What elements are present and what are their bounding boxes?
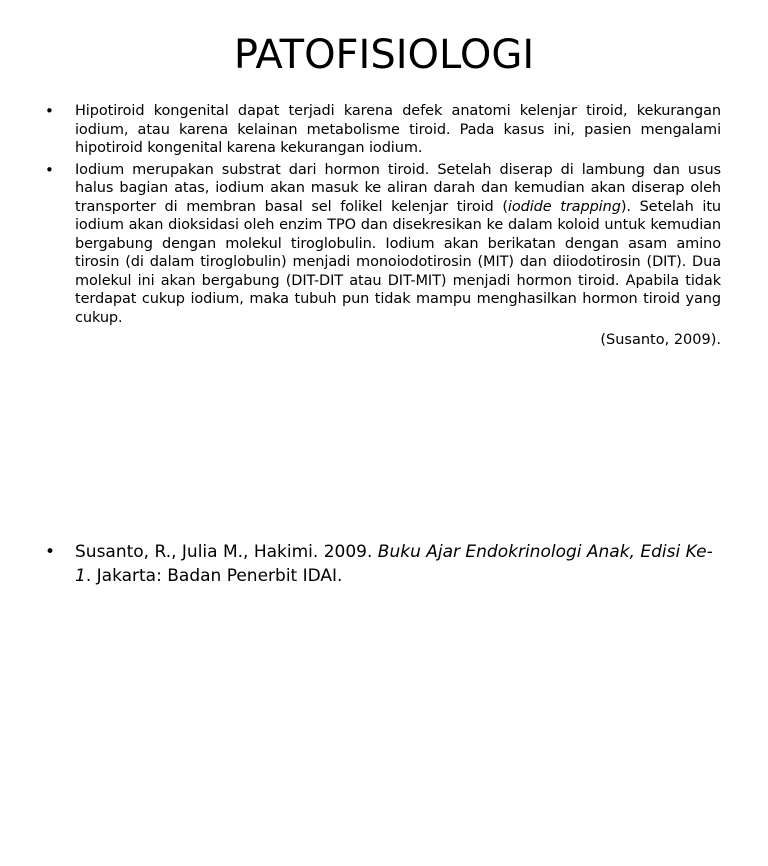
list-item xyxy=(45,161,721,350)
bullet-list xyxy=(45,102,721,350)
paragraph-text: ). Setelah itu iodium akan dioksidasi oleh enzim TPO dan disekresikan ke dalam koloid untuk kemudian bergabung dengan molekul tiroglobulin. Iodium akan berikatan dengan asam amino tirosin (di dalam tiroglobulin) menjadi monoiodotirosin (MIT) dan diiodotirosin (DIT). Dua molekul ini akan bergabung (DIT-DIT atau DIT-MIT) menjadi hormon tiroid. Apabila tidak terdapat cukup iodium, maka tubuh pun tidak mampu menghasilkan hormon tiroid yang cukup. xyxy=(75,198,721,326)
citation: (Susanto, 2009). xyxy=(600,332,721,348)
reference-publisher: . Jakarta: Badan Penerbit IDAI. xyxy=(85,566,343,586)
reference-list xyxy=(45,540,723,588)
reference-item xyxy=(45,540,723,588)
reference-text xyxy=(75,540,723,588)
paragraph: Hipotiroid kongenital dapat terjadi karena defek anatomi kelenjar tiroid, kekurangan iodium, atau karena kelainan metabolisme tiroid. Pada kasus ini, pasien mengalami hipotiroid kongenital karena kekurangan iodium. xyxy=(75,103,721,156)
bullet-marker: • xyxy=(45,102,54,120)
italic-term: iodide trapping xyxy=(507,198,621,215)
reference-authors: Susanto, R., Julia M., Hakimi. 2009. xyxy=(75,542,378,562)
bullet-marker: • xyxy=(45,542,56,562)
reference-book-title: Buku Ajar Endokrinologi Anak, Edisi Ke-1 xyxy=(75,542,713,586)
bullet-marker: • xyxy=(45,160,54,179)
paragraph xyxy=(75,161,721,328)
page-title: PATOFISIOLOGI xyxy=(233,32,535,78)
list-item xyxy=(45,102,721,158)
paragraph-text: Iodium merupakan substrat dari hormon tiroid. Setelah diserap di lambung dan usus halus bagian atas, iodium akan masuk ke aliran darah dan kemudian akan diserap oleh transporter di membran basal sel folikel kelenjar tiroid ( xyxy=(75,161,721,215)
